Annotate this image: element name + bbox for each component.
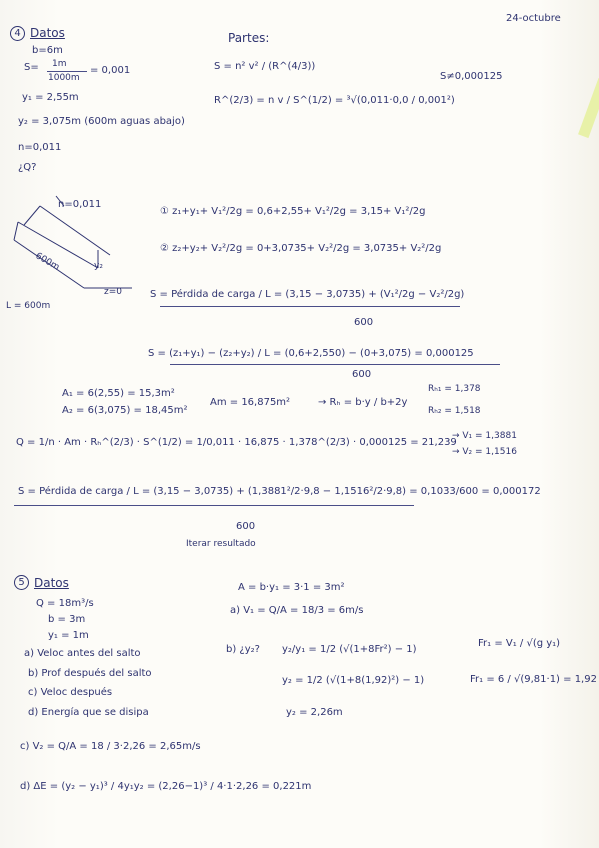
v2: → V₂ = 1,1516 (452, 447, 517, 457)
data-y1: y₁ = 2,55m (22, 92, 79, 103)
a1: A₁ = 6(2,55) = 15,3m² (62, 388, 175, 399)
a-answer: a) V₁ = Q/A = 18/3 = 6m/s (230, 605, 364, 616)
data-y2: y₂ = 3,075m (600m aguas abajo) (18, 116, 185, 127)
a2: A₂ = 6(3,075) = 18,45m² (62, 405, 188, 416)
v1: → V₁ = 1,3881 (452, 431, 517, 441)
diagram-length: 600m (33, 251, 61, 273)
s2-eq: S = (z₁+y₁) − (z₂+y₂) / L = (0,6+2,550) − (0+3,075) = 0,000125 (148, 348, 474, 359)
fraction-bar (14, 505, 414, 506)
data-s-num: 1m (52, 59, 67, 69)
fr-eq2: Fr₁ = 6 / √(9,81·1) = 1,92 (470, 674, 597, 685)
data-n: n=0,011 (18, 142, 62, 153)
s3-den: 600 (236, 521, 256, 532)
s-den: 600 (354, 317, 374, 328)
fr-eq1: Fr₁ = V₁ / √(g y₁) (478, 638, 561, 649)
data-q: ¿Q? (18, 162, 37, 173)
formula-r: R^(2/3) = n v / S^(1/2) = ³√(0,011·0,0 / 0,001²) (214, 95, 455, 106)
data-b: b=6m (32, 45, 63, 56)
b-answer: b) ¿y₂? (226, 644, 260, 655)
y2-eq2: y₂ = 1/2 (√(1+8(1,92)²) − 1) (282, 675, 425, 686)
fraction-bar (170, 364, 500, 365)
q-eq: Q = 1/n · Am · Rₕ^(2/3) · S^(1/2) = 1/0,011 · 16,875 · 1,378^(2/3) · 0,000125 = 21,239 (16, 437, 457, 448)
date-label: 24-octubre (506, 13, 561, 24)
data-b5: b = 3m (48, 614, 86, 625)
question-d: d) Energía que se disipa (28, 707, 149, 718)
fraction-bar (160, 306, 460, 307)
question-c: c) Veloc después (28, 687, 113, 698)
problem5-number: 5 (14, 575, 29, 590)
d-answer: d) ΔE = (y₂ − y₁)³ / 4y₁y₂ = (2,26−1)³ / 4·1·2,26 = 0,221m (20, 781, 312, 792)
diagram-y2: y₂ (94, 261, 103, 271)
problem4-number: 4 (10, 26, 25, 41)
data-s: S= (24, 62, 39, 73)
question-a: a) Veloc antes del salto (24, 648, 141, 659)
data-y15: y₁ = 1m (48, 630, 89, 641)
data-s-val: = 0,001 (90, 65, 131, 76)
eq1: ① z₁+y₁+ V₁²/2g = 0,6+2,55+ V₁²/2g = 3,15+ V₁²/2g (160, 206, 426, 217)
s3-note: Iterar resultado (186, 539, 256, 549)
l-note: L = 600m (6, 301, 51, 311)
diagram-n: n=0,011 (58, 199, 102, 210)
s-eq: S = Pérdida de carga / L = (3,15 − 3,0735) + (V₁²/2g − V₂²/2g) (150, 289, 465, 300)
problem5-title: Datos (34, 576, 69, 590)
formula-s: S = n² v² / (R^(4/3)) (214, 61, 316, 72)
s3-eq: S = Pérdida de carga / L = (3,15 − 3,0735) + (1,3881²/2·9,8 − 1,1516²/2·9,8) = 0,1033/600 = 0,000172 (18, 486, 541, 497)
rh: → Rₕ = b·y / b+2y (318, 397, 408, 408)
s2-den: 600 (352, 369, 372, 380)
y2-eq1: y₂/y₁ = 1/2 (√(1+8Fr²) − 1) (282, 644, 417, 655)
diagram-datum: z=0 (104, 287, 122, 297)
data-q5: Q = 18m³/s (36, 598, 94, 609)
area5: A = b·y₁ = 3·1 = 3m² (238, 582, 345, 593)
data-s-den: 1000m (48, 73, 80, 83)
y2-eq3: y₂ = 2,26m (286, 707, 343, 718)
c-answer: c) V₂ = Q/A = 18 / 3·2,26 = 2,65m/s (20, 741, 201, 752)
parts-label: Partes: (228, 31, 270, 45)
problem4-title: Datos (30, 26, 65, 40)
rh1: Rₕ₁ = 1,378 (428, 384, 481, 394)
question-b: b) Prof después del salto (28, 668, 152, 679)
rh2: Rₕ₂ = 1,518 (428, 406, 481, 416)
am: Am = 16,875m² (210, 397, 291, 408)
eq2: ② z₂+y₂+ V₂²/2g = 0+3,0735+ V₂²/2g = 3,0735+ V₂²/2g (160, 243, 442, 254)
side-note: S≠0,000125 (440, 71, 503, 82)
